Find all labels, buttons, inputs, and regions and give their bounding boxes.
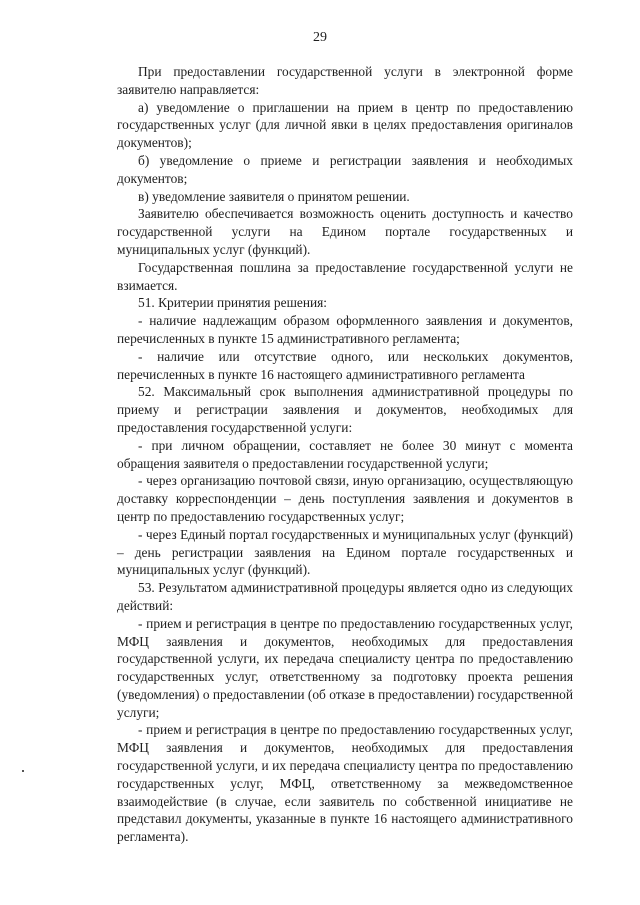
paragraph-53-result-1: - прием и регистрация в центре по предоставлению государственных услуг, МФЦ заявления и документов, необходимых для предоставления государственной услуги, их передача специалисту центра по предоставлению государственных услуг, ответственному за подготовку проекта решения (уведомления) о предоставлении (об отказе в предоставлении) государственной услуги; — [117, 615, 573, 720]
paragraph-52-by-post: - через организацию почтовой связи, иную организацию, осуществляющую доставку корреспонденции – день поступления заявления и документов в центр по предоставлению государственных услуг; — [117, 473, 573, 524]
paragraph-item-a: а) уведомление о приглашении на прием в центр по предоставлению государственных услуг (для личной явки в целях предоставления оригиналов документов); — [117, 99, 573, 151]
paragraph-item-c: в) уведомление заявителя о принятом решении. — [138, 188, 410, 204]
margin-dot — [22, 770, 24, 772]
paragraph-51-heading: 51. Критерии принятия решения: — [138, 295, 328, 311]
paragraph-item-b: б) уведомление о приеме и регистрации заявления и необходимых документов; — [117, 152, 573, 186]
paragraph-52-via-portal: - через Единый портал государственных и муниципальных услуг (функций) – день регистрации заявления на Едином портале государственных и муниципальных услуг (функций). — [117, 526, 573, 578]
paragraph-51-criterion-2: - наличие или отсутствие одного, или нескольких документов, перечисленных в пункте 16 настоящего административного регламента — [117, 348, 573, 382]
document-body — [117, 63, 573, 846]
paragraph-53-heading: 53. Результатом административной процедуры является одно из следующих действий: — [117, 580, 573, 613]
paragraph-quality-assessment: Заявителю обеспечивается возможность оценить доступность и качество государственной услуги на Едином портале государственных и муниципальных услуг (функций). — [117, 206, 573, 257]
paragraph-53-result-2: - прием и регистрация в центре по предоставлению государственных услуг, МФЦ заявления и документов, необходимых для предоставления государственной услуги, и их передача специалисту центра по предоставлению государственных услуг, МФЦ, ответственному за межведомственное взаимодействие (в случае, если заявитель по собственной инициативе не представил документы, указанные в пункте 16 настоящего административного регламента). — [117, 722, 573, 845]
paragraph-52-in-person: - при личном обращении, составляет не более 30 минут с момента обращения заявителя о предоставлении государственной услуги; — [117, 437, 573, 471]
page-number: 29 — [313, 30, 327, 45]
paragraph-52-heading: 52. Максимальный срок выполнения административной процедуры по приему и регистрации заявления и документов, необходимых для предоставления государственной услуги: — [117, 384, 573, 435]
paragraph-state-duty: Государственная пошлина за предоставление государственной услуги не взимается. — [117, 259, 573, 293]
paragraph-electronic-form-notice: При предоставлении государственной услуги в электронной форме заявителю направляется: — [117, 64, 573, 97]
paragraph-51-criterion-1: - наличие надлежащим образом оформленного заявления и документов, перечисленных в пункте 15 административного регламента; — [117, 313, 573, 346]
